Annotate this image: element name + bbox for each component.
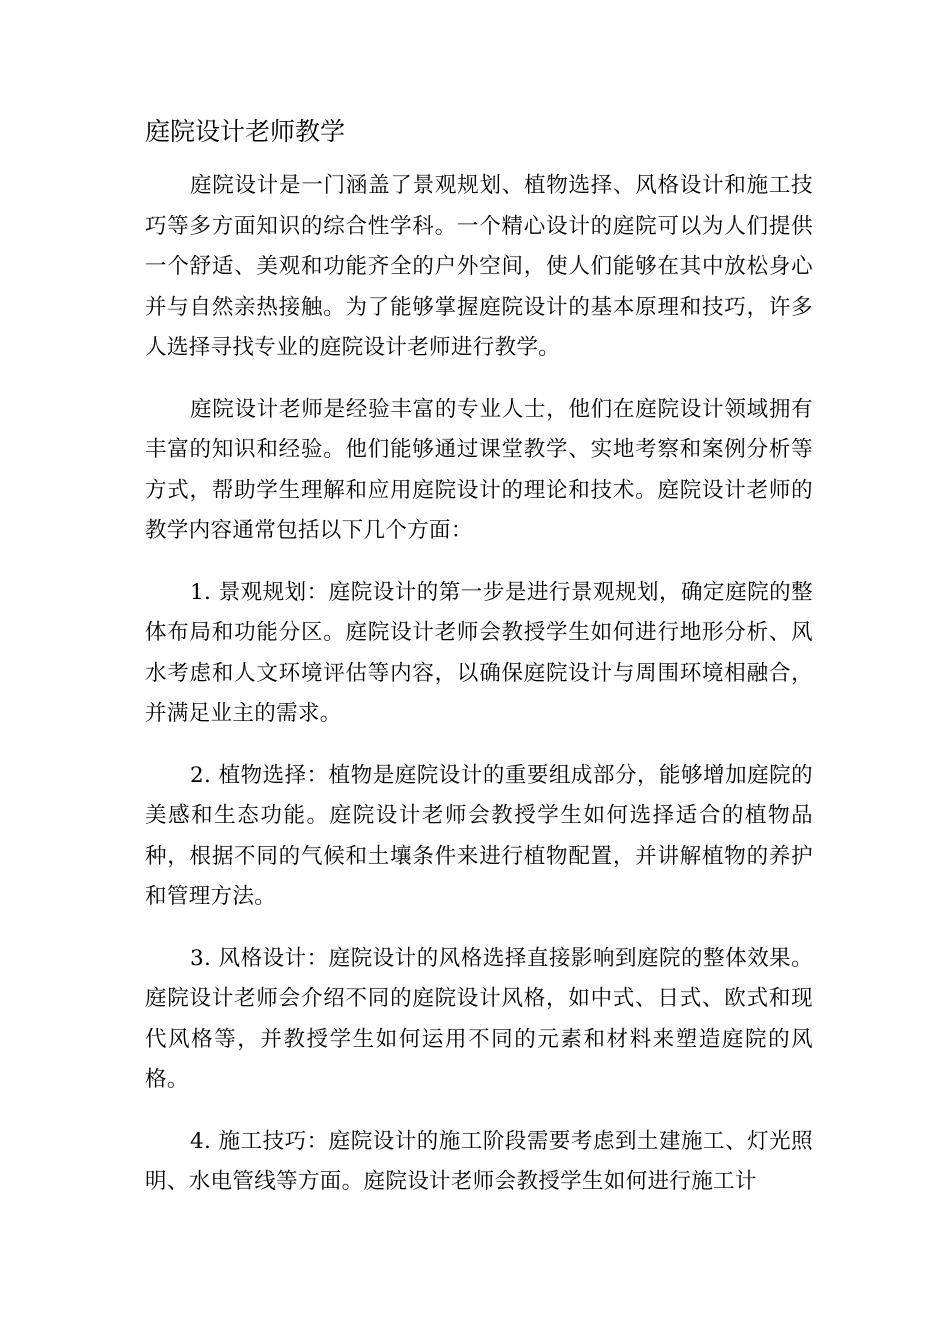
paragraph-item-plants: 2. 植物选择：植物是庭院设计的重要组成部分，能够增加庭院的美感和生态功能。庭院设计老师会教授学生如何选择适合的植物品种，根据不同的气候和土壤条件来进行植物配置，并讲解植物的养护和管理方法。 [145,762,813,909]
paragraph-item-style: 3. 风格设计：庭院设计的风格选择直接影响到庭院的整体效果。庭院设计老师会介绍不同的庭院设计风格，如中式、日式、欧式和现代风格等，并教授学生如何运用不同的元素和材料来塑造庭院的风格。 [145,945,813,1092]
paragraph-teacher: 庭院设计老师是经验丰富的专业人士，他们在庭院设计领域拥有丰富的知识和经验。他们能够通过课堂教学、实地考察和案例分析等方式，帮助学生理解和应用庭院设计的理论和技术。庭院设计老师的教学内容通常包括以下几个方面： [145,396,813,543]
paragraph-item-landscape: 1. 景观规划：庭院设计的第一步是进行景观规划，确定庭院的整体布局和功能分区。庭院设计老师会教授学生如何进行地形分析、风水考虑和人文环境评估等内容，以确保庭院设计与周围环境相融合，并满足业主的需求。 [145,579,813,726]
document-body [145,166,813,1224]
paragraph-item-construction: 4. 施工技巧：庭院设计的施工阶段需要考虑到土建施工、灯光照明、水电管线等方面。庭院设计老师会教授学生如何进行施工计 [145,1128,813,1194]
paragraph-intro: 庭院设计是一门涵盖了景观规划、植物选择、风格设计和施工技巧等多方面知识的综合性学科。一个精心设计的庭院可以为人们提供一个舒适、美观和功能齐全的户外空间，使人们能够在其中放松身心并与自然亲热接触。为了能够掌握庭院设计的基本原理和技巧，许多人选择寻找专业的庭院设计老师进行教学。 [145,173,813,360]
document-title: 庭院设计老师教学 [145,117,346,146]
